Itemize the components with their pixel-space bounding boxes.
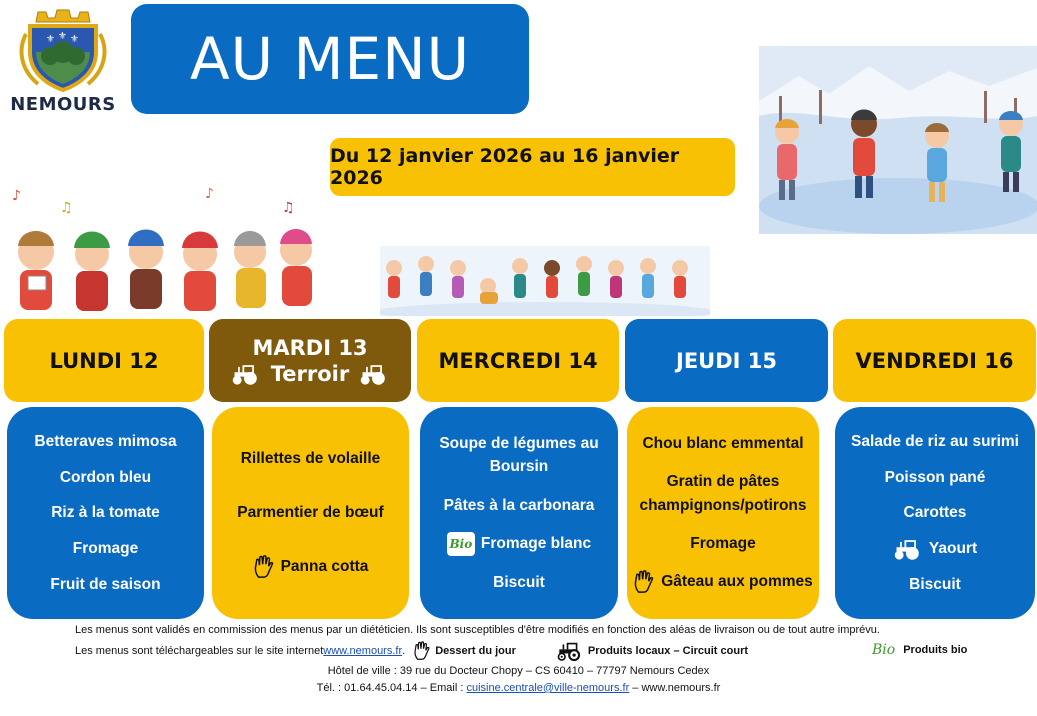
svg-text:♪: ♪ [12, 188, 21, 204]
menu-item-dessert [253, 555, 369, 579]
legend-bio-label: Produits bio [903, 644, 968, 656]
menu-item: Pâtes à la carbonara [443, 496, 595, 514]
svg-text:♪: ♪ [205, 186, 214, 202]
legend-dessert [413, 641, 516, 661]
menu-thursday [627, 407, 819, 619]
menu-item: Rillettes de volaille [240, 450, 381, 468]
footer-address: Hôtel de ville : 39 rue du Docteur Chopy – CS 60410 – 77797 Nemours Cedex [327, 665, 710, 677]
menu-item: Fruit de saison [50, 576, 161, 594]
menu-item: Salade de riz au surimi [851, 432, 1019, 450]
footer-website: – www.nemours.fr [629, 682, 721, 694]
footer-download-text: Les menus sont téléchargeables sur le site internet [75, 645, 324, 657]
hand-icon [253, 555, 275, 579]
day-header-monday [4, 319, 204, 402]
day-sublabel: Terroir [270, 361, 350, 386]
menu-item: Fromage [690, 534, 756, 552]
nemours-crest-icon [8, 4, 118, 94]
menu-wednesday [420, 407, 618, 619]
footer-disclaimer: Les menus sont validés en commission des menus par un diététicien. Ils sont susceptibles d'être modifiés en fonction des aléas de livraison ou de tout autre imprévu. [75, 624, 880, 636]
skating-children-illustration [759, 46, 1037, 234]
menu-tuesday [212, 407, 409, 619]
menu-item: Betteraves mimosa [34, 432, 177, 450]
legend-bio [872, 642, 967, 658]
menu-item-bio [447, 532, 591, 556]
children-in-snow-illustration [380, 246, 710, 316]
day-header-wednesday [417, 319, 619, 402]
day-header-thursday [625, 319, 828, 402]
menu-item-label: Fromage blanc [480, 535, 592, 553]
footer-phone: Tél. : 01.64.45.04.14 – Email : [316, 682, 467, 694]
menu-monday [7, 407, 204, 619]
tractor-icon [359, 363, 389, 385]
website-link[interactable]: www.nemours.fr [323, 645, 403, 657]
day-header-friday [833, 319, 1036, 402]
tractor-icon [231, 363, 261, 385]
svg-text:⚜: ⚜ [58, 31, 67, 42]
menu-item: Riz à la tomate [51, 504, 160, 522]
day-label: LUNDI 12 [49, 348, 159, 373]
footer-punct: . [402, 645, 406, 657]
menu-item-label: Panna cotta [280, 558, 369, 575]
svg-text:⚜: ⚜ [70, 34, 79, 45]
hand-icon [413, 641, 431, 661]
menu-item-label: Gâteau aux pommes [661, 573, 813, 591]
menu-item: Cordon bleu [59, 468, 152, 486]
date-range: Du 12 janvier 2026 au 16 janvier 2026 [330, 145, 680, 189]
tractor-icon [893, 538, 923, 560]
menu-item: Soupe de légumes au Boursin [439, 435, 599, 476]
bio-icon: Bio [447, 532, 475, 556]
menu-item-local [893, 537, 977, 560]
svg-text:♫: ♫ [282, 200, 295, 216]
menu-item-dessert [633, 570, 813, 594]
title-banner [131, 4, 529, 114]
legend-dessert-label: Dessert du jour [435, 645, 516, 657]
hand-icon [633, 570, 655, 594]
day-label: MERCREDI 14 [438, 348, 598, 373]
day-label: MARDI 13 [252, 335, 368, 360]
menu-friday [835, 407, 1035, 619]
menu-item: Gratin de pâtes champignons/potirons [639, 473, 807, 514]
menu-item-label: Yaourt [928, 540, 978, 558]
date-range-banner [330, 138, 735, 196]
menu-item: Biscuit [909, 576, 961, 594]
footer-download-line [75, 641, 748, 661]
menu-item: Carottes [903, 504, 967, 522]
menu-item: Poisson pané [884, 468, 986, 486]
svg-text:♫: ♫ [60, 200, 73, 216]
page-title: AU MENU [189, 25, 471, 93]
day-header-tuesday [209, 319, 411, 402]
menu-item: Fromage [72, 540, 139, 558]
menu-item: Chou blanc emmental [642, 435, 804, 452]
bio-icon: Bio [872, 642, 896, 658]
menu-item: Biscuit [493, 573, 545, 591]
footer-contact [0, 682, 1037, 694]
town-name: NEMOURS [10, 94, 116, 115]
day-label: VENDREDI 16 [855, 348, 1014, 373]
legend-local-label: Produits locaux – Circuit court [587, 645, 749, 657]
svg-text:⚜: ⚜ [46, 34, 55, 45]
menu-item: Parmentier de bœuf [237, 504, 384, 521]
nemours-logo [8, 4, 118, 116]
singing-children-illustration [0, 182, 318, 318]
email-link[interactable]: cuisine.centrale@ville-nemours.fr [466, 682, 630, 694]
day-label: JEUDI 15 [676, 348, 777, 373]
legend-local [556, 641, 748, 661]
tractor-icon [556, 641, 584, 661]
